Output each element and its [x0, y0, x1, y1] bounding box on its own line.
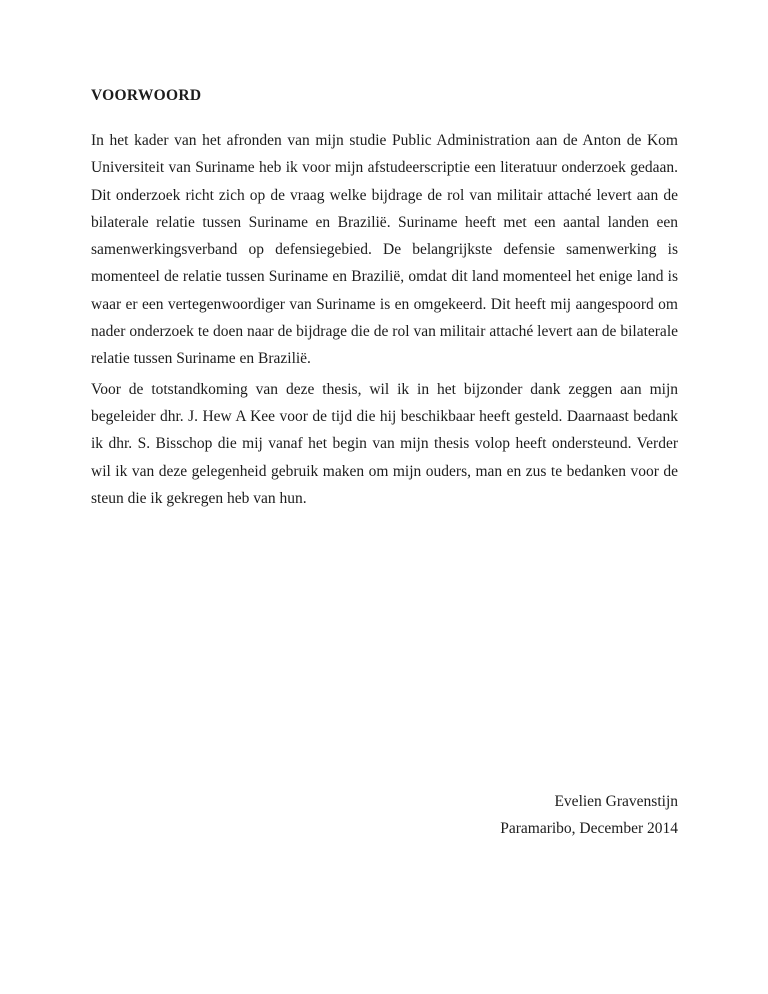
paragraph-introduction: In het kader van het afronden van mijn studie Public Administration aan de Anton de Kom Universiteit van Suriname heb ik voor mijn afstudeerscriptie een literatuur onderzoek gedaan. Dit onderzoek richt zich op de vraag welke bijdrage de rol van militair attaché levert aan de bilaterale relatie tussen Suriname en Brazilië. Suriname heeft met een aantal landen een samenwerkingsverband op defensiegebied. De belangrijkste defensie samenwerking is momenteel de relatie tussen Suriname en Brazilië, omdat dit land momenteel het enige land is waar er een vertegenwoordiger van Suriname is en omgekeerd. Dit heeft mij aangespoord om nader onderzoek te doen naar de bijdrage die de rol van militair attaché levert aan de bilaterale relatie tussen Suriname en Brazilië. — [91, 132, 678, 368]
signature-place-date: Paramaribo, December 2014 — [500, 820, 678, 838]
signature-block — [500, 788, 678, 843]
paragraph-acknowledgements: Voor de totstandkoming van deze thesis, wil ik in het bijzonder dank zeggen aan mijn begeleider dhr. J. Hew A Kee voor de tijd die hij beschikbaar heeft gesteld. Daarnaast bedank ik dhr. S. Bisschop die mij vanaf het begin van mijn thesis volop heeft ondersteund. Verder wil ik van deze gelegenheid gebruik maken om mijn ouders, man en zus te bedanken voor de steun die ik gekregen heb van hun. — [91, 380, 678, 507]
signature-author-name: Evelien Gravenstijn — [554, 793, 678, 810]
page-title: VOORWOORD — [91, 87, 202, 104]
document-content — [91, 0, 678, 512]
